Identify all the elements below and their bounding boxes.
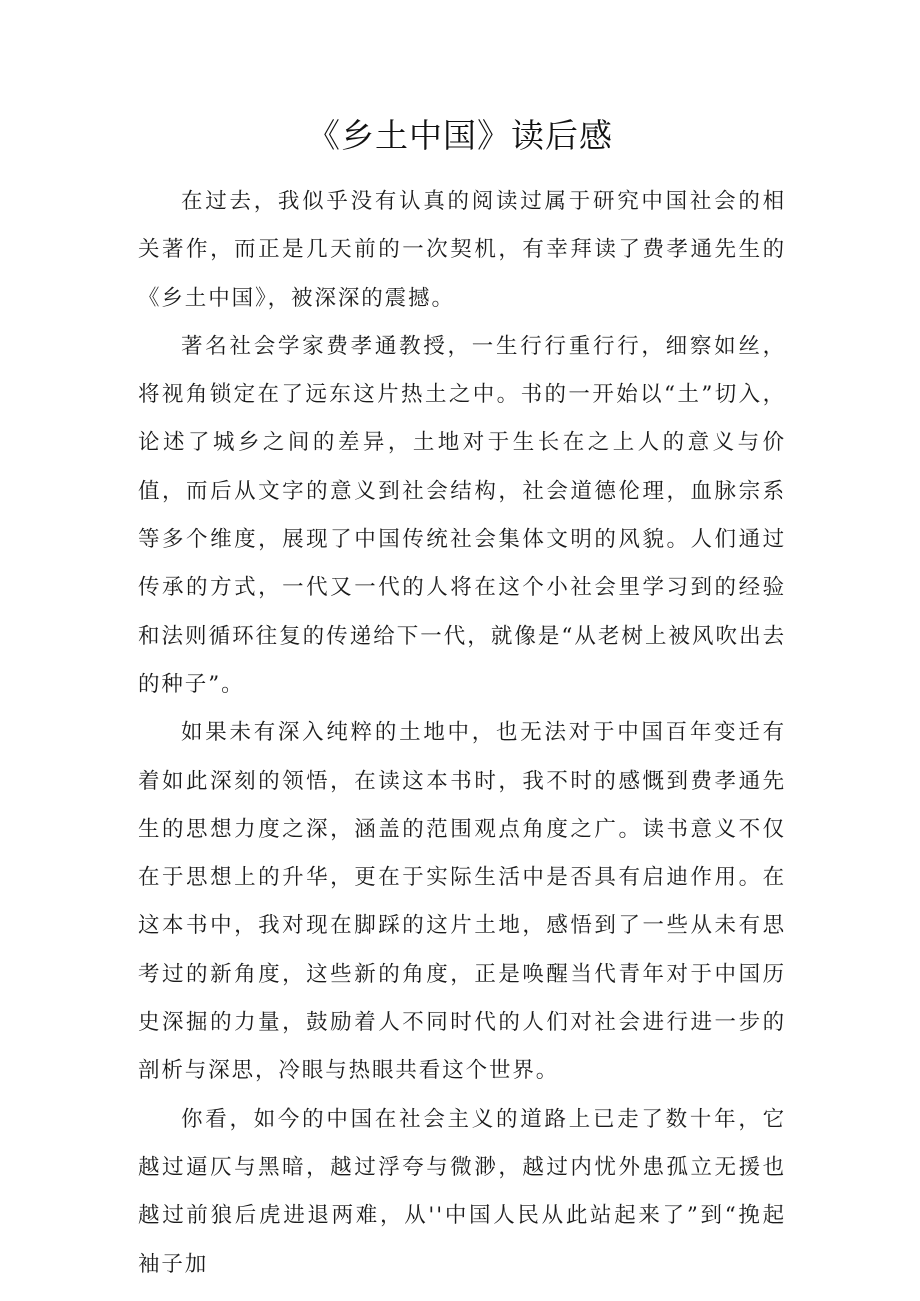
document-title: 《乡土中国》读后感 <box>307 116 613 155</box>
document-body <box>138 178 786 1289</box>
paragraph-3: 如果未有深入纯粹的土地中，也无法对于中国百年变迁有着如此深刻的领悟，在读这本书时，我不时的感慨到费孝通先生的思想力度之深，涵盖的范围观点角度之广。读书意义不仅在于思想上的升华，更在于实际生活中是否具有启迪作用。在这本书中，我对现在脚踩的这片土地，感悟到了一些从未有思考过的新角度，这些新的角度，正是唤醒当代青年对于中国历史深掘的力量，鼓励着人不同时代的人们对社会进行进一步的剖析与深思，冷眼与热眼共看这个世界。 <box>138 720 786 1084</box>
paragraph-4: 你看，如今的中国在社会主义的道路上已走了数十年，它越过逼仄与黑暗，越过浮夸与微渺，越过内忧外患孤立无援也越过前狼后虎进退两难，从''中国人民从此站起来了”到“挽起袖子加 <box>138 1106 786 1277</box>
paragraph-1: 在过去，我似乎没有认真的阅读过属于研究中国社会的相关著作，而正是几天前的一次契机，有幸拜读了费孝通先生的《乡土中国》，被深深的震撼。 <box>138 189 786 311</box>
paragraph-2: 著名社会学家费孝通教授，一生行行重行行，细察如丝，将视角锁定在了远东这片热土之中。书的一开始以“土”切入，论述了城乡之间的差异，土地对于生长在之上人的意义与价值，而后从文字的意义到社会结构，社会道德伦理，血脉宗系等多个维度，展现了中国传统社会集体文明的风貌。人们通过传承的方式，一代又一代的人将在这个小社会里学习到的经验和法则循环往复的传递给下一代，就像是“从老树上被风吹出去的种子”。 <box>138 333 786 697</box>
